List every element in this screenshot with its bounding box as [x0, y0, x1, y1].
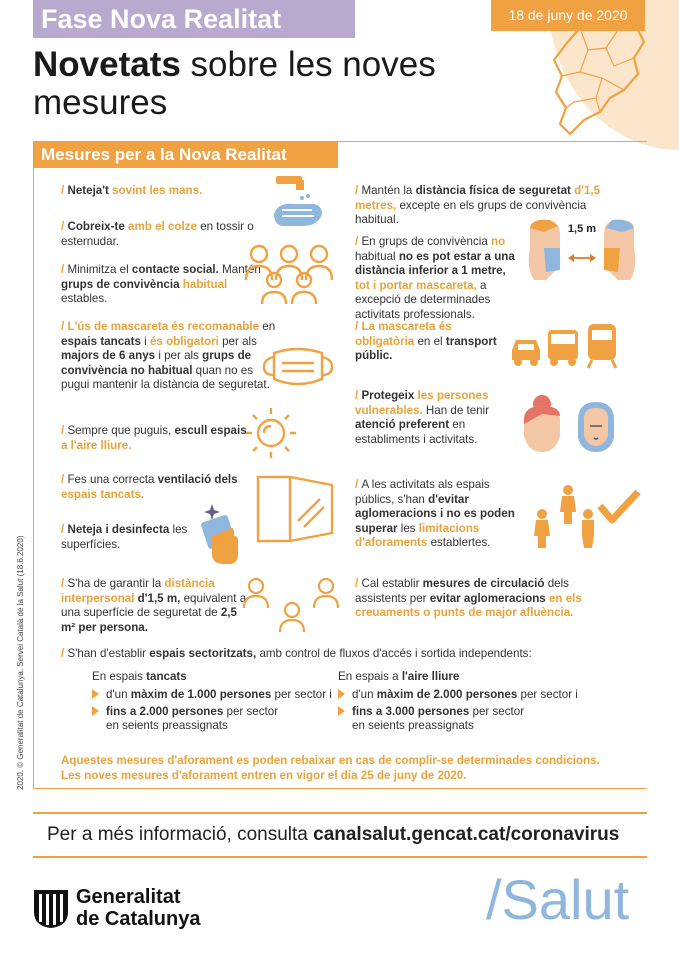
- measure-non-cohabiting-group: / En grups de convivència no habitual no es pot estar a una distància inferior a 1 metre, tot i portar mascareta, a excepció de determinades activitats professionals.: [355, 235, 515, 321]
- distanced-people-icon: [236, 576, 346, 638]
- arrow-icon: [92, 689, 99, 699]
- vulnerable-people-icon: [516, 394, 622, 454]
- generalitat-logo-text: Generalitat de Catalunya: [76, 886, 201, 930]
- capacity-note: Aquestes mesures d'aforament es poden rebaixar en cas de complir-se determinades condicions. Les noves mesures d'aforament entren en vigor el dia 25 de juny de 2020.: [61, 754, 600, 782]
- info-link[interactable]: canalsalut.gencat.cat/coronavirus: [313, 824, 620, 845]
- measure-public-transport: / La mascareta és obligatòria en el transport públic.: [355, 320, 497, 362]
- measure-physical-distance: / Mantén la distància física de seguretat d'1,5 metres, excepte en els grups de convivència habitual.: [355, 184, 601, 226]
- sun-icon: [242, 404, 300, 462]
- section-title: Mesures per a la Nova Realitat: [33, 141, 338, 168]
- divider: [33, 856, 647, 858]
- open-limit-2: fins a 3.000 persones per sector: [338, 705, 524, 719]
- measure-mask: / L'ús de mascareta és recomanable en espais tancats i és obligatori per als majors de 6 anys i per als grups de convivència no habitual quan no es pugui mantenir la distància de seguretat.: [61, 320, 276, 391]
- more-info: Per a més informació, consulta canalsalut.gencat.cat/coronavirus: [47, 824, 620, 845]
- closed-limit-2: fins a 2.000 persones per sector: [92, 705, 278, 719]
- measure-vulnerable-people: / Protegeix les persones vulnerables. Han de tenir atenció preferent en establiments i activitats.: [355, 389, 490, 446]
- handwash-icon: [268, 170, 330, 232]
- arrow-icon: [338, 689, 345, 699]
- measure-public-spaces: / A les activitats als espais públics, s'han d'evitar aglomeracions i no es poden superar les limitacions d'aforaments establertes.: [355, 478, 515, 549]
- generalitat-logo-icon: [32, 886, 70, 930]
- open-limit-3: en seients preassignats: [352, 719, 474, 732]
- measure-social-contact: / Minimitza el contacte social. Mantén grups de convivència habitual estables.: [61, 263, 261, 305]
- measure-outdoor: / Sempre que puguis, escull espais a l'aire lliure.: [61, 424, 247, 452]
- measure-ventilation: / Fes una correcta ventilació dels espais tancats.: [61, 473, 238, 501]
- vertical-credit: 2020. © Generalitat de Catalunya. Servei Català de la Salut (18.6.2020): [16, 535, 25, 790]
- open-limit-1: d'un màxim de 2.000 persones per sector i: [338, 688, 578, 702]
- closed-spaces-title: En espais tancats: [92, 670, 187, 683]
- distance-label: 1,5 m: [567, 223, 597, 235]
- arrow-icon: [92, 706, 99, 716]
- crowd-check-icon: [530, 484, 642, 554]
- closed-limit-3: en seients preassignats: [106, 719, 228, 732]
- measure-interpersonal-distance: / S'ha de garantir la distància interpersonal d'1,5 m, equivalent a una superfície de seguretat de 2,5 m² per persona.: [61, 577, 247, 634]
- window-ventilation-icon: [254, 473, 338, 545]
- phase-banner: Fase Nova Realitat: [33, 0, 355, 38]
- measure-disinfect: / Neteja i desinfecta les superfícies.: [61, 523, 188, 551]
- disinfect-cloth-icon: [194, 500, 244, 568]
- measure-handwash: / Neteja't sovint les mans.: [61, 184, 203, 197]
- public-transport-icon: [508, 320, 622, 370]
- page-title: Novetats sobre les noves mesures: [33, 45, 436, 122]
- sector-intro: / S'han d'establir espais sectoritzats, amb control de fluxos d'accés i sortida independents:: [61, 647, 532, 660]
- distance-faces-icon: [520, 218, 644, 282]
- measure-circulation: / Cal establir mesures de circulació dels assistents per evitar aglomeracions en els creuaments o punts de major afluència.: [355, 577, 582, 619]
- date-badge: 18 de juny de 2020: [491, 0, 645, 31]
- closed-limit-1: d'un màxim de 1.000 persones per sector i: [92, 688, 332, 702]
- face-mask-icon: [260, 343, 336, 391]
- salut-logo: /Salut: [486, 868, 630, 931]
- arrow-icon: [338, 706, 345, 716]
- social-group-icon: [242, 240, 336, 306]
- measure-cough: / Cobreix-te amb el colze en tossir o esternudar.: [61, 220, 254, 248]
- open-spaces-title: En espais a l'aire lliure: [338, 670, 460, 683]
- divider: [33, 812, 647, 814]
- catalonia-map-icon: [540, 20, 650, 140]
